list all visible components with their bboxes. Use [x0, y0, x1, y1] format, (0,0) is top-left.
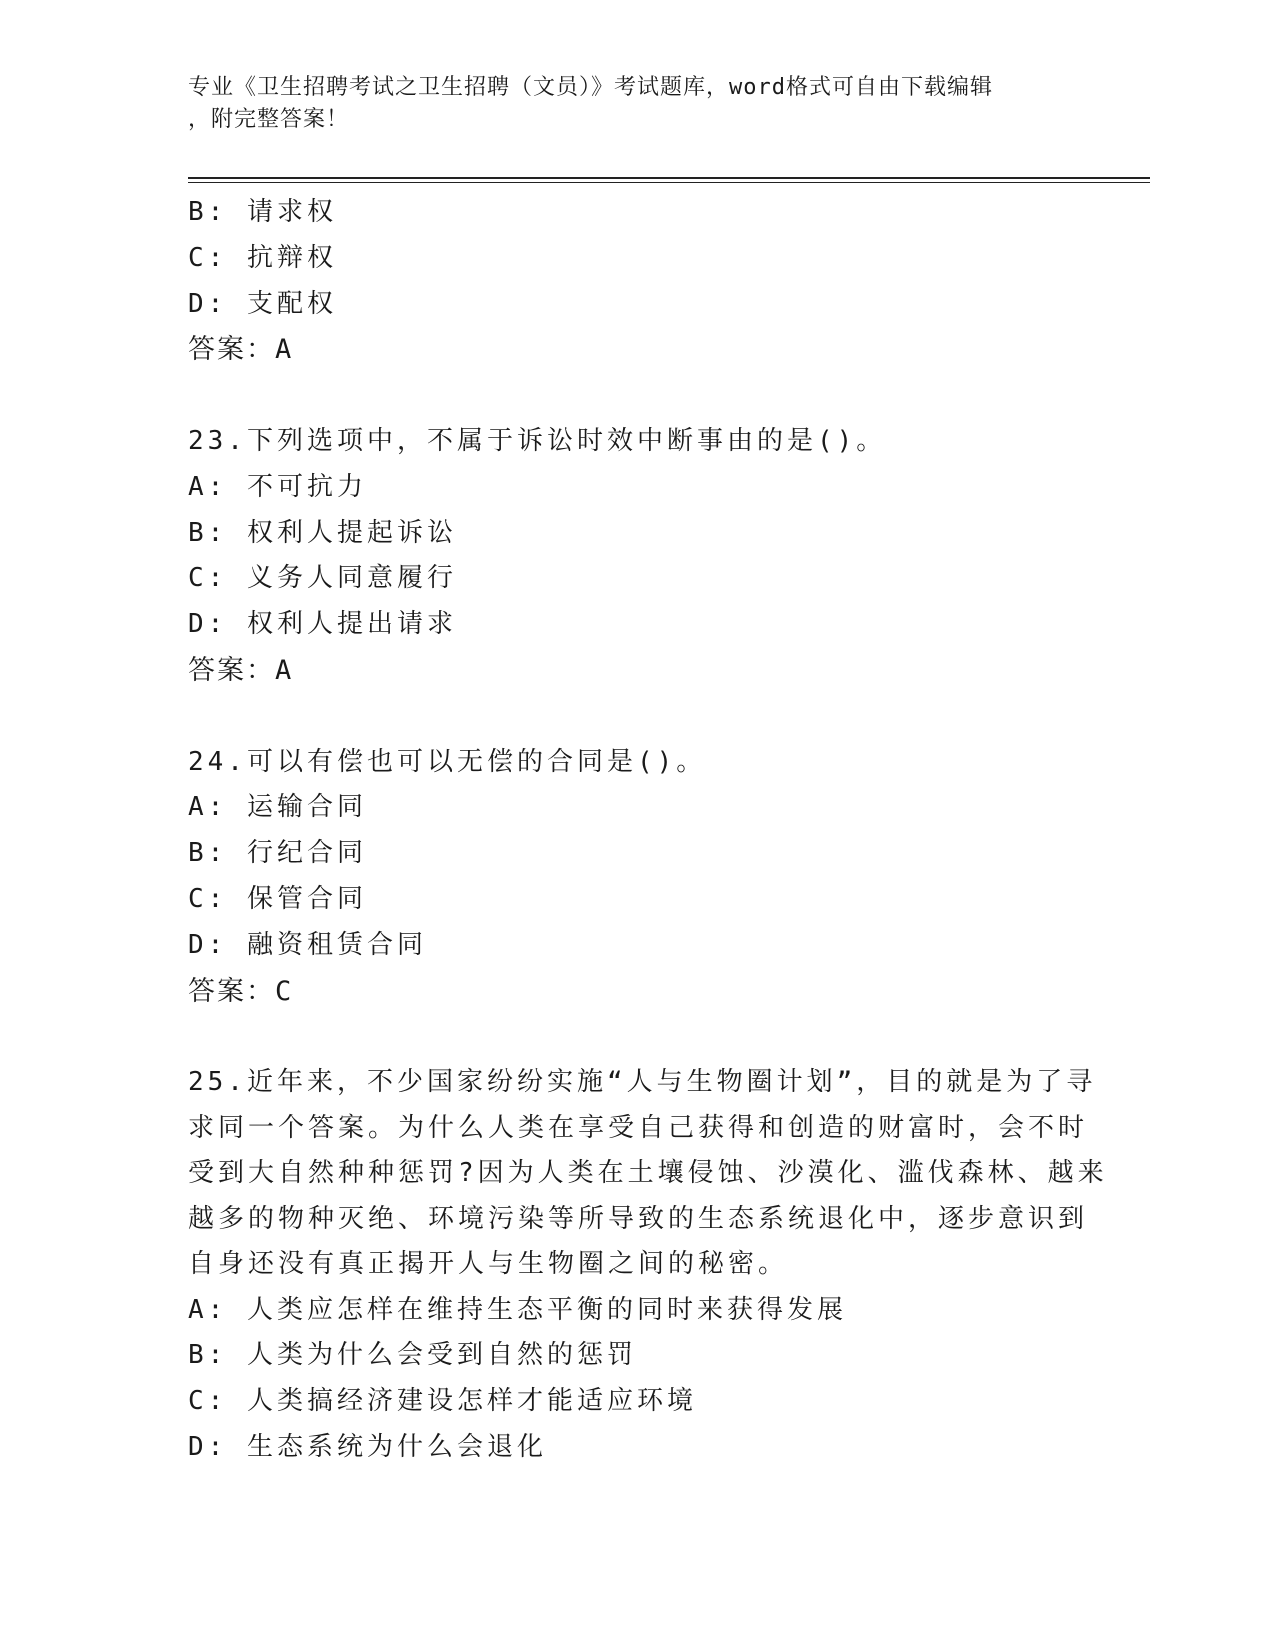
option-a: A: 人类应怎样在维持生态平衡的同时来获得发展 — [188, 1294, 847, 1325]
answer-value: C — [275, 975, 294, 1007]
question-stem-line: 自身还没有真正揭开人与生物圈之间的秘密。 — [188, 1249, 789, 1280]
answer-label: 答案： — [188, 654, 275, 686]
option-b: B: 人类为什么会受到自然的惩罚 — [188, 1340, 637, 1371]
option-b: B: 行纪合同 — [188, 838, 367, 869]
header-divider-thin — [188, 182, 1150, 183]
answer-value: A — [275, 654, 294, 686]
option-c: C: 人类搞经济建设怎样才能适应环境 — [188, 1386, 697, 1417]
option-d: D: 融资租赁合同 — [188, 929, 427, 960]
option-c: C: 抗辩权 — [188, 242, 337, 273]
option-a: A: 运输合同 — [188, 792, 367, 823]
question-gap — [188, 373, 1088, 419]
question-stem-line: 25.近年来，不少国家纷纷实施“人与生物圈计划”，目的就是为了寻 — [188, 1067, 1097, 1098]
answer-value: A — [275, 334, 294, 366]
question-25 — [188, 1060, 1108, 1471]
question-gap — [188, 694, 1088, 740]
option-d: D: 权利人提出请求 — [188, 609, 457, 640]
question-23 — [188, 419, 1088, 694]
option-c: C: 义务人同意履行 — [188, 563, 457, 594]
question-gap — [188, 1014, 1088, 1060]
option-a: A: 不可抗力 — [188, 471, 367, 502]
answer-line — [188, 969, 1088, 1015]
header-title-line-2: ，附完整答案！ — [188, 107, 350, 132]
question-stem-line: 求同一个答案。为什么人类在享受自己获得和创造的财富时，会不时 — [188, 1112, 1089, 1143]
option-b: B: 请求权 — [188, 197, 337, 227]
answer-label: 答案： — [188, 334, 275, 366]
answer-line — [188, 327, 1088, 373]
question-list — [188, 190, 1108, 1471]
header-title-line: 专业《卫生招聘考试之卫生招聘（文员）》考试题库，word格式可自由下载编辑 — [188, 75, 993, 100]
option-c: C: 保管合同 — [188, 883, 367, 914]
question-stem-line: 受到大自然种种惩罚?因为人类在土壤侵蚀、沙漠化、滥伐森林、越来 — [188, 1158, 1108, 1189]
answer-label: 答案： — [188, 975, 275, 1007]
question-24 — [188, 740, 1088, 1015]
option-d: D: 生态系统为什么会退化 — [188, 1432, 547, 1463]
header-divider-thick — [188, 177, 1150, 179]
option-b: B: 权利人提起诉讼 — [188, 517, 457, 548]
option-d: D: 支配权 — [188, 288, 337, 319]
question-stem-line: 越多的物种灭绝、环境污染等所导致的生态系统退化中，逐步意识到 — [188, 1203, 1089, 1234]
question-22-continued — [188, 190, 1088, 373]
question-stem: 23.下列选项中，不属于诉讼时效中断事由的是()。 — [188, 425, 887, 456]
answer-line — [188, 648, 1088, 694]
document-header — [188, 72, 1088, 136]
question-stem: 24.可以有偿也可以无偿的合同是()。 — [188, 746, 707, 777]
